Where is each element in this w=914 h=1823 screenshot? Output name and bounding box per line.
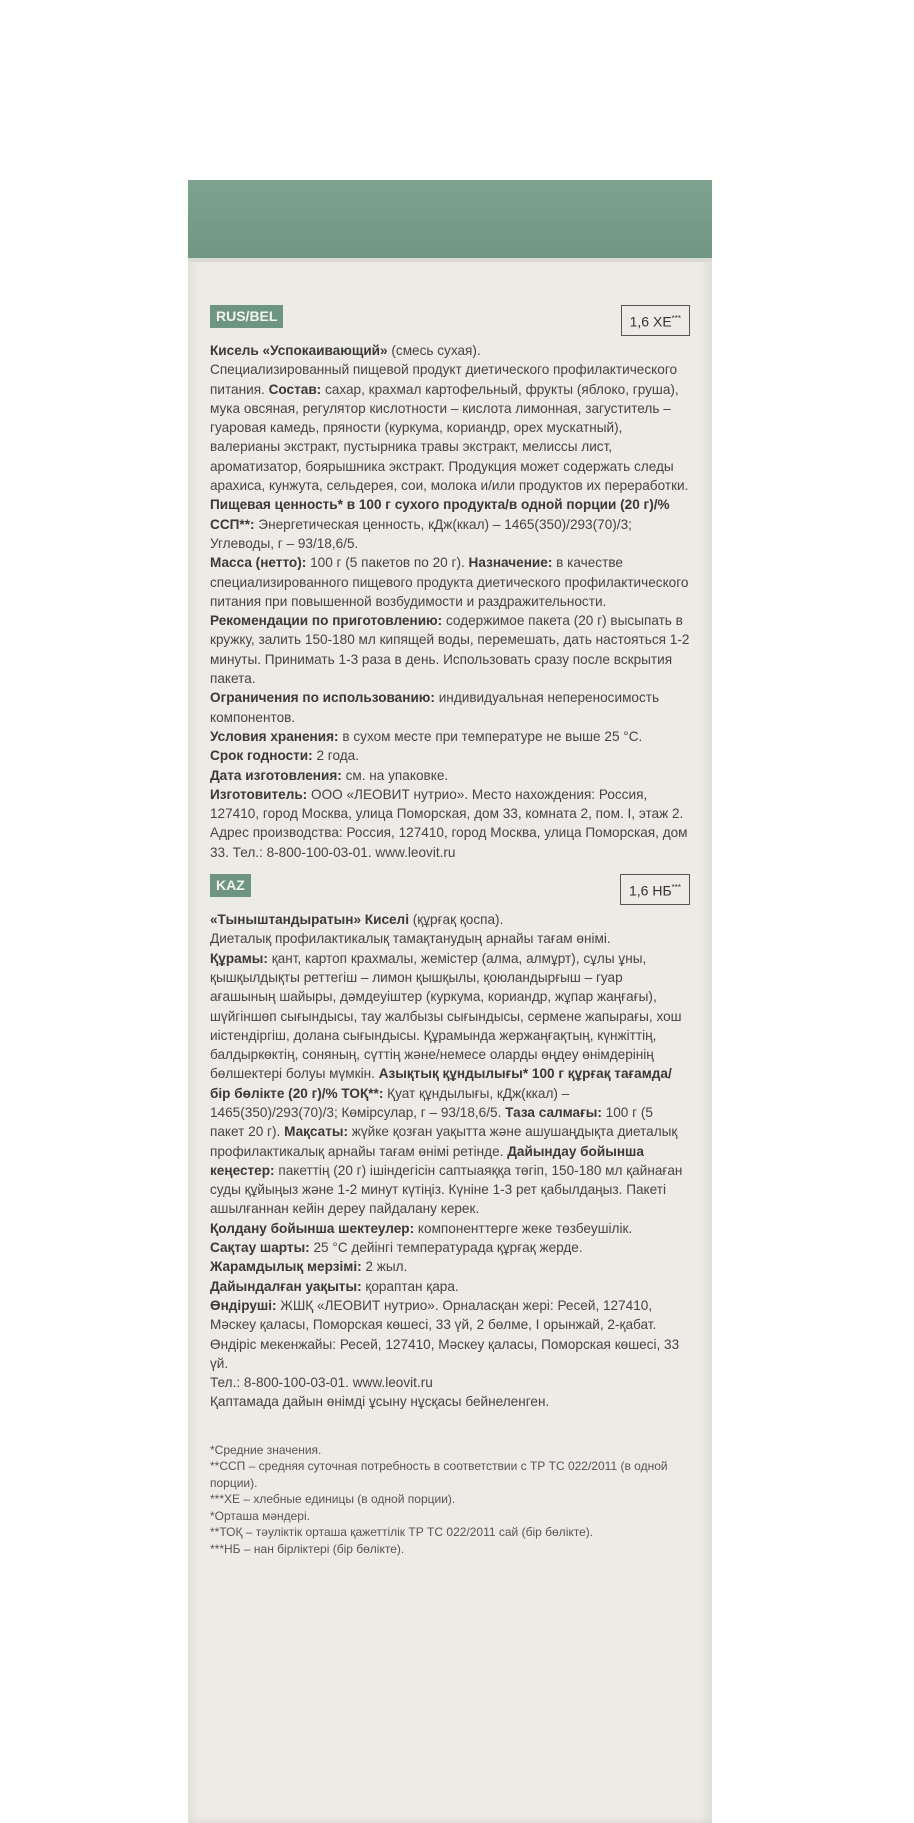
rus-manufacturer bbox=[210, 785, 690, 862]
footnote: *Орташа мәндері. bbox=[210, 1508, 310, 1523]
rus-prep-text: содержимое пакета (20 г) высыпать в кружку, залить 150-180 мл кипящей воды, перемешать, дать настояться 1-2 минуты. Принимать 1-3 раза в день. Использовать сразу после вскрытия пакета. bbox=[210, 613, 690, 687]
rus-storage-label: Условия хранения: bbox=[210, 728, 339, 744]
footnote: **ТОҚ – тәуліктік орташа қажеттілік ТР ТС 022/2011 сай (бір бөлікте). bbox=[210, 1525, 594, 1540]
label-text-area bbox=[210, 305, 690, 1557]
kaz-phone: Тел.: 8-800-100-03-01. www.leovit.ru bbox=[210, 1375, 433, 1391]
kaz-production-date bbox=[210, 1277, 690, 1296]
footnote: *Средние значения. bbox=[210, 1442, 322, 1457]
kaz-shelf-life bbox=[210, 1257, 690, 1276]
kaz-prep-label: Дайындау бойынша кеңестер: bbox=[210, 1143, 644, 1178]
rus-unit-sup: *** bbox=[671, 314, 681, 323]
kaz-purpose-label: Мақсаты: bbox=[284, 1124, 349, 1140]
rus-mass-text: 100 г (5 пакетов по 20 г). bbox=[306, 555, 469, 571]
kaz-unit-text: 1,6 НБ bbox=[629, 882, 672, 899]
kaz-unit-sup: *** bbox=[671, 883, 681, 893]
rus-title-rest: (смесь сухая). bbox=[387, 343, 481, 358]
kaz-mass-text: 100 г (5 пакет 20 г). bbox=[210, 1104, 653, 1140]
rus-header bbox=[210, 305, 690, 335]
rus-shelf-label: Срок годности: bbox=[210, 748, 313, 764]
kaz-title-rest: (құрғақ қоспа). bbox=[408, 912, 504, 928]
rus-language-tag: RUS/BEL bbox=[210, 305, 283, 328]
rus-composition-label: Состав: bbox=[268, 381, 322, 397]
green-top-band bbox=[188, 180, 712, 258]
rus-preparation bbox=[210, 611, 690, 688]
footnotes bbox=[210, 1442, 690, 1558]
kaz-limits-text: компоненттерге жеке төзбеушілік. bbox=[414, 1220, 633, 1236]
kaz-purpose-text: жүйке қозған уақытта және ашушаңдықта диеталық профилактикалық арнайы тағам өнімі ретінде. bbox=[210, 1124, 678, 1159]
rus-date-text: см. на упаковке. bbox=[341, 767, 449, 783]
kaz-storage-text: 25 °С дейінгі температурада құрғақ жерде. bbox=[309, 1240, 583, 1256]
rus-nutrition-label: Пищевая ценность* в 100 г сухого продукта/в одной порции (20 г)/% ССП**: bbox=[210, 497, 670, 532]
rus-shelf-text: 2 года. bbox=[312, 748, 359, 764]
rus-maker-label: Изготовитель: bbox=[210, 786, 308, 802]
rus-mass-purpose bbox=[210, 553, 690, 611]
kaz-title bbox=[210, 910, 690, 929]
kaz-title-bold: «Тыныштандыратын» Киселі bbox=[210, 912, 409, 928]
rus-maker-text: ООО «ЛЕОВИТ нутрио». Место нахождения: Россия, 127410, город Москва, улица Поморская, дом 33, комната 2, пом. I, этаж 2. Адрес производства: Россия, 127410, город Москва, улица Поморская, дом 33. Тел.: 8-800-100-03-01. www.leovit.ru bbox=[210, 786, 688, 860]
rus-intro: Специализированный пищевой продукт диетического профилактического питания. bbox=[210, 362, 678, 397]
kaz-nutrition-text: Қуат құндылығы, кДж(ккал) – 1465(350)/293(70)/3; Көмірсулар, г – 93/18,6/5. bbox=[210, 1085, 570, 1120]
rus-composition-text: сахар, крахмал картофельный, фрукты (яблоко, груша), мука овсяная, регулятор кислотности – кислота лимонная, загуститель – гуаровая камедь, пряности (куркума, кориандр, орех мускатный), валерианы экстракт, пустырника травы экстракт, мелиссы лист, ароматизатор, боярышника экстракт. Продукция может содержать следы арахиса, кунжута, сельдерея, сои, молока и/или продуктов их переработки. bbox=[210, 381, 689, 494]
kaz-storage bbox=[210, 1238, 690, 1257]
rus-purpose-label: Назначение: bbox=[468, 555, 553, 571]
kaz-date-label: Дайындалған уақыты: bbox=[210, 1278, 362, 1294]
kaz-bread-units-box bbox=[620, 874, 690, 905]
rus-mass-label: Масса (нетто): bbox=[210, 555, 307, 571]
rus-storage-text: в сухом месте при температуре не выше 25 °С. bbox=[338, 728, 643, 744]
rus-title-bold: Кисель «Успокаивающий» bbox=[210, 343, 388, 358]
rus-limits bbox=[210, 688, 690, 727]
rus-purpose-text: в качестве специализированного пищевого продукта диетического профилактического питания при повышенной возбудимости и раздражительности. bbox=[210, 555, 689, 609]
rus-production-date bbox=[210, 766, 690, 785]
kaz-date-text: қораптан қара. bbox=[361, 1278, 459, 1294]
kaz-maker-label: Өндіруші: bbox=[210, 1297, 277, 1313]
kaz-shelf-label: Жарамдылық мерзімі: bbox=[210, 1259, 362, 1275]
kaz-composition bbox=[210, 949, 690, 1219]
footnote: **ССП – средняя суточная потребность в соответствии с ТР ТС 022/2011 (в одной порции). bbox=[210, 1459, 668, 1490]
kaz-limits bbox=[210, 1219, 690, 1238]
rus-title bbox=[210, 341, 690, 360]
rus-shelf-life bbox=[210, 746, 690, 765]
kaz-limits-label: Қолдану бойынша шектеулер: bbox=[210, 1220, 415, 1236]
rus-composition bbox=[210, 360, 690, 553]
kaz-intro: Диеталық профилактикалық тамақтанудың арнайы тағам өнімі. bbox=[210, 931, 611, 947]
kaz-shelf-text: 2 жыл. bbox=[361, 1259, 408, 1275]
rus-limits-label: Ограничения по использованию: bbox=[210, 690, 435, 706]
kaz-manufacturer bbox=[210, 1296, 690, 1373]
kaz-prep-text: пакеттің (20 г) ішіндегісін саптыаяққа төгіп, 150-180 мл қайнаған суды құйыңыз және 1-2 минут күтіңіз. Күніне 1-3 рет қабылдаңыз. Пакеті ашылғаннан кейін дереу пайдалану керек. bbox=[210, 1162, 683, 1217]
kaz-note: Қаптамада дайын өнімді ұсыну нұсқасы бейнеленген. bbox=[210, 1394, 550, 1410]
rus-bread-units-box bbox=[621, 305, 690, 336]
footnote: ***НБ – нан бірліктері (бір бөлікте). bbox=[210, 1541, 405, 1556]
footnote: ***ХЕ – хлебные единицы (в одной порции). bbox=[210, 1492, 456, 1507]
rus-date-label: Дата изготовления: bbox=[210, 767, 342, 783]
kaz-storage-label: Сақтау шарты: bbox=[210, 1240, 310, 1256]
kaz-composition-label: Құрамы: bbox=[210, 950, 268, 966]
kaz-nutrition-label: Азықтық құндылығы* 100 г құрғақ тағамда/бір бөлікте (20 г)/% ТОҚ**: bbox=[210, 1066, 672, 1101]
rus-limits-text: индивидуальная непереносимость компонентов. bbox=[210, 690, 660, 725]
rus-unit-text: 1,6 ХЕ bbox=[629, 313, 672, 330]
rus-prep-label: Рекомендации по приготовлению: bbox=[210, 613, 443, 629]
kaz-composition-text: қант, картоп крахмалы, жемістер (алма, алмұрт), сұлы ұны, қышқылдықты реттегіш – лимон қышқылы, қоюландырғыш – гуар ағашының шайыры, дәмдеуіштер (куркума, кориандр, жұпар жаңғағы), шүйгіншөп сығындысы, тау жалбызы сығындысы, сермене жапырағы, хош иістендіргіш, долана сығындысы. Құрамында жержаңғақтың, күнжіттің, балдыркөктің, соняның, сүттің және/немесе оларды өңдеу өнімдерінің бөлшектері болуы мүмкін. bbox=[210, 950, 682, 1082]
kaz-header bbox=[210, 874, 690, 904]
band-edge-line bbox=[188, 258, 712, 262]
rus-storage bbox=[210, 727, 690, 746]
kaz-mass-label: Таза салмағы: bbox=[505, 1104, 602, 1120]
rus-nutrition-text: Энергетическая ценность, кДж(ккал) – 1465(350)/293(70)/3; Углеводы, г – 93/18,6/5. bbox=[210, 516, 632, 551]
kaz-maker-text: ЖШҚ «ЛЕОВИТ нутрио». Орналасқан жері: Ресей, 127410, Мәскеу қаласы, Поморская көшесі, 33 үй, 2 бөлме, I орынжай, 2-қабат. Өндіріс мекенжайы: Ресей, 127410, Мәскеу қаласы, Поморская көшесі, 33 үй. bbox=[210, 1297, 680, 1371]
kaz-language-tag: KAZ bbox=[210, 874, 251, 897]
